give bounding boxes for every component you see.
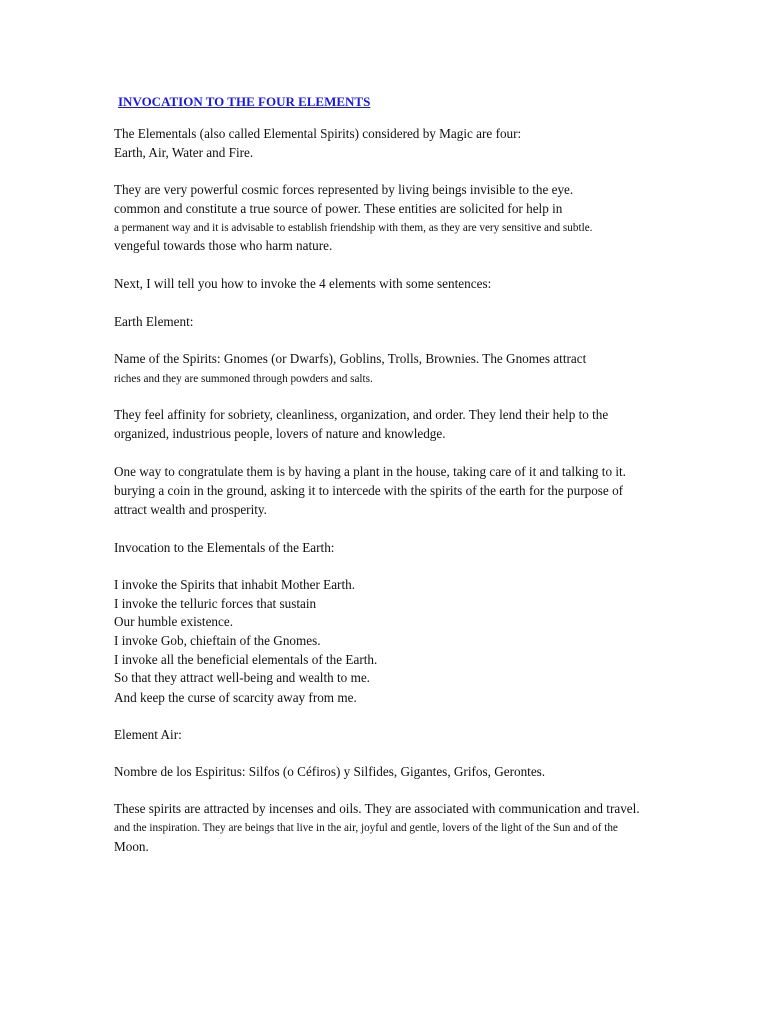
text-line: Next, I will tell you how to invoke the 4 elements with some sentences: [114, 276, 492, 291]
text-line: They are very powerful cosmic forces represented by living beings invisible to the eye. [114, 182, 574, 197]
text-line: One way to congratulate them is by having a plant in the house, taking care of it and talking to it. [114, 464, 626, 479]
text-line: vengeful towards those who harm nature. [114, 238, 333, 253]
text-line: Name of the Spirits: Gnomes (or Dwarfs), Goblins, Trolls, Brownies. The Gnomes attract [114, 351, 587, 366]
text-line: Earth, Air, Water and Fire. [114, 145, 254, 160]
document-title[interactable]: INVOCATION TO THE FOUR ELEMENTS [118, 94, 371, 109]
invocation-line: I invoke the telluric forces that sustain [114, 596, 317, 611]
text-line: burying a coin in the ground, asking it to intercede with the spirits of the earth for the purpose of [114, 483, 624, 498]
text-line: common and constitute a true source of power. These entities are solicited for help in [114, 201, 563, 216]
text-line: a permanent way and it is advisable to establish friendship with them, as they are very sensitive and subtle. [114, 222, 593, 234]
invocation-line: I invoke Gob, chieftain of the Gnomes. [114, 633, 321, 648]
text-line: Moon. [114, 839, 149, 854]
text-line: riches and they are summoned through powders and salts. [114, 373, 373, 385]
invocation-line: I invoke the Spirits that inhabit Mother Earth. [114, 577, 355, 592]
text-line: Invocation to the Elementals of the Earth: [114, 540, 335, 555]
invocation-line: Our humble existence. [114, 614, 234, 629]
text-line: They feel affinity for sobriety, cleanliness, organization, and order. They lend their help to the [114, 407, 609, 422]
text-line: organized, industrious people, lovers of nature and knowledge. [114, 426, 446, 441]
section-heading-air: Element Air: [114, 727, 182, 742]
text-line: and the inspiration. They are beings that live in the air, joyful and gentle, lovers of the light of the Sun and of the [114, 822, 618, 834]
text-line: Nombre de los Espiritus: Silfos (o Céfiros) y Silfides, Gigantes, Grifos, Gerontes. [114, 764, 546, 779]
text-line: These spirits are attracted by incenses and oils. They are associated with communication and travel. [114, 801, 640, 816]
invocation-line: So that they attract well-being and wealth to me. [114, 670, 370, 685]
invocation-line: I invoke all the beneficial elementals of the Earth. [114, 652, 378, 667]
text-line: The Elementals (also called Elemental Spirits) considered by Magic are four: [114, 126, 522, 141]
text-line: attract wealth and prosperity. [114, 502, 267, 517]
invocation-line: And keep the curse of scarcity away from me. [114, 690, 357, 705]
section-heading-earth: Earth Element: [114, 314, 194, 329]
